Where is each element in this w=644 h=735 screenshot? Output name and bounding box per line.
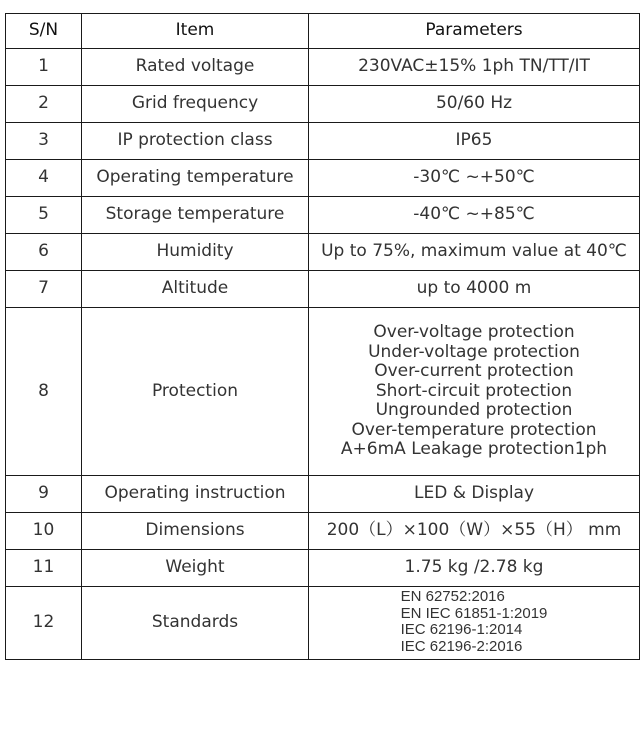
row-item: Protection (82, 308, 309, 476)
protection-item: Short-circuit protection (375, 380, 573, 401)
row-item: Storage temperature (82, 197, 309, 234)
header-item: Item (82, 14, 309, 49)
table-header-row (6, 14, 640, 49)
table-row (6, 234, 640, 271)
protection-item: Ungrounded protection (375, 400, 573, 421)
table-row (6, 123, 640, 160)
protection-list (309, 308, 640, 476)
row-parameter: IP65 (309, 123, 640, 160)
standards-list (401, 589, 548, 655)
row-item: IP protection class (82, 123, 309, 160)
table-row (6, 587, 640, 660)
table-row (6, 308, 640, 476)
standard-item: IEC 62196-1:2014 (400, 621, 523, 639)
row-sn: 4 (6, 160, 82, 197)
row-sn: 2 (6, 86, 82, 123)
row-parameter: 50/60 Hz (309, 86, 640, 123)
table-row (6, 513, 640, 550)
row-item: Rated voltage (82, 49, 309, 86)
row-sn: 8 (6, 308, 82, 476)
row-sn: 7 (6, 271, 82, 308)
row-sn: 3 (6, 123, 82, 160)
table-row (6, 49, 640, 86)
table-row (6, 197, 640, 234)
row-item: Operating temperature (82, 160, 309, 197)
row-sn: 12 (6, 587, 82, 660)
row-item: Humidity (82, 234, 309, 271)
protection-item: Under-voltage protection (368, 341, 580, 362)
row-sn: 5 (6, 197, 82, 234)
row-item: Standards (82, 587, 309, 660)
standards-cell (309, 587, 640, 660)
protection-item: Over-voltage protection (373, 322, 575, 343)
row-item: Operating instruction (82, 476, 309, 513)
row-sn: 9 (6, 476, 82, 513)
standard-item: EN 62752:2016 (400, 588, 505, 606)
standard-item: IEC 62196-2:2016 (400, 637, 523, 655)
row-item: Altitude (82, 271, 309, 308)
table-row (6, 550, 640, 587)
spec-table (5, 13, 640, 660)
row-sn: 10 (6, 513, 82, 550)
row-parameter: 1.75 kg /2.78 kg (309, 550, 640, 587)
protection-item: Over-temperature protection (351, 419, 597, 440)
table-row (6, 271, 640, 308)
table-row (6, 86, 640, 123)
row-parameter: 230VAC±15% 1ph TN/TT/IT (309, 49, 640, 86)
row-item: Dimensions (82, 513, 309, 550)
table-row (6, 476, 640, 513)
row-parameter: up to 4000 m (309, 271, 640, 308)
row-parameter: 200（L）×100（W）×55（H） mm (309, 513, 640, 550)
row-sn: 1 (6, 49, 82, 86)
protection-item: A+6mA Leakage protection1ph (340, 439, 608, 460)
header-sn: S/N (6, 14, 82, 49)
standard-item: EN IEC 61851-1:2019 (400, 604, 548, 622)
row-parameter: Up to 75%, maximum value at 40℃ (309, 234, 640, 271)
table-row (6, 160, 640, 197)
row-sn: 11 (6, 550, 82, 587)
header-parameters: Parameters (309, 14, 640, 49)
row-parameter: LED & Display (309, 476, 640, 513)
protection-item: Over-current protection (374, 361, 574, 382)
row-parameter: -30℃ ~+50℃ (309, 160, 640, 197)
row-sn: 6 (6, 234, 82, 271)
row-item: Grid frequency (82, 86, 309, 123)
row-parameter: -40℃ ~+85℃ (309, 197, 640, 234)
row-item: Weight (82, 550, 309, 587)
